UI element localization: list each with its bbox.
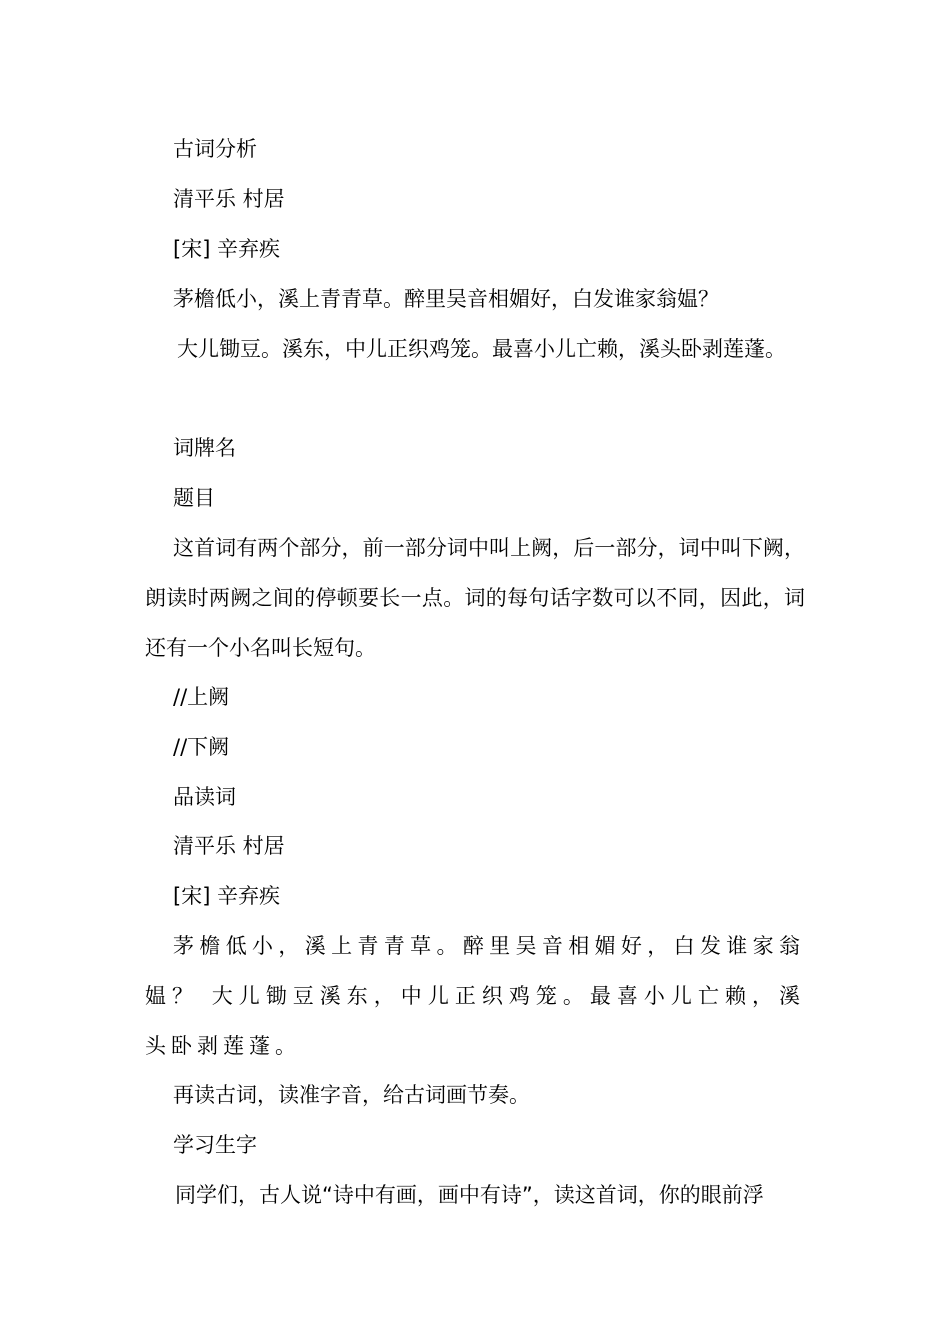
poem-author: [宋] 辛弃疾 — [173, 237, 281, 261]
label-title: 题目 — [173, 486, 215, 510]
poem-lower-stanza: 大儿锄豆。溪东，中儿正织鸡笼。最喜小儿亡赖，溪头卧剥莲蓬。 — [177, 337, 786, 361]
poem-upper-stanza: 茅檐低小，溪上青青草。醉里吴音相媚好，白发谁家翁媪？ — [173, 287, 719, 311]
closing-paragraph: 同学们，古人说“诗中有画，画中有诗”，读这首词，你的眼前浮 — [175, 1183, 764, 1207]
instruction-reread: 再读古词，读准字音，给古词画节奏。 — [173, 1083, 530, 1107]
section-heading-analysis: 古词分析 — [173, 137, 257, 161]
poem-title: 清平乐 村居 — [173, 187, 285, 211]
note-lower-que: //下阙 — [173, 735, 230, 759]
section-heading-new-words: 学习生字 — [173, 1133, 257, 1157]
explanation-paragraph: 这首词有两个部分，前一部分词中叫上阙，后一部分，词中叫下阙，朗读时两阙之间的停顿要长一点。词的每句话字数可以不同，因此，词还有一个小名叫长短句。 — [145, 536, 805, 660]
poem-full-spaced: 茅檐低小，溪上青青草。醉里吴音相媚好，白发谁家翁媪？ 大儿锄豆溪东，中儿正织鸡笼。最喜小儿亡赖，溪头卧剥莲蓬。 — [145, 934, 805, 1058]
note-upper-que: //上阙 — [173, 685, 230, 709]
section-heading-reading: 品读词 — [173, 785, 236, 809]
poem-author-repeat: [宋] 辛弃疾 — [173, 884, 281, 908]
poem-title-repeat: 清平乐 村居 — [173, 834, 285, 858]
label-cipai-name: 词牌名 — [173, 436, 236, 460]
